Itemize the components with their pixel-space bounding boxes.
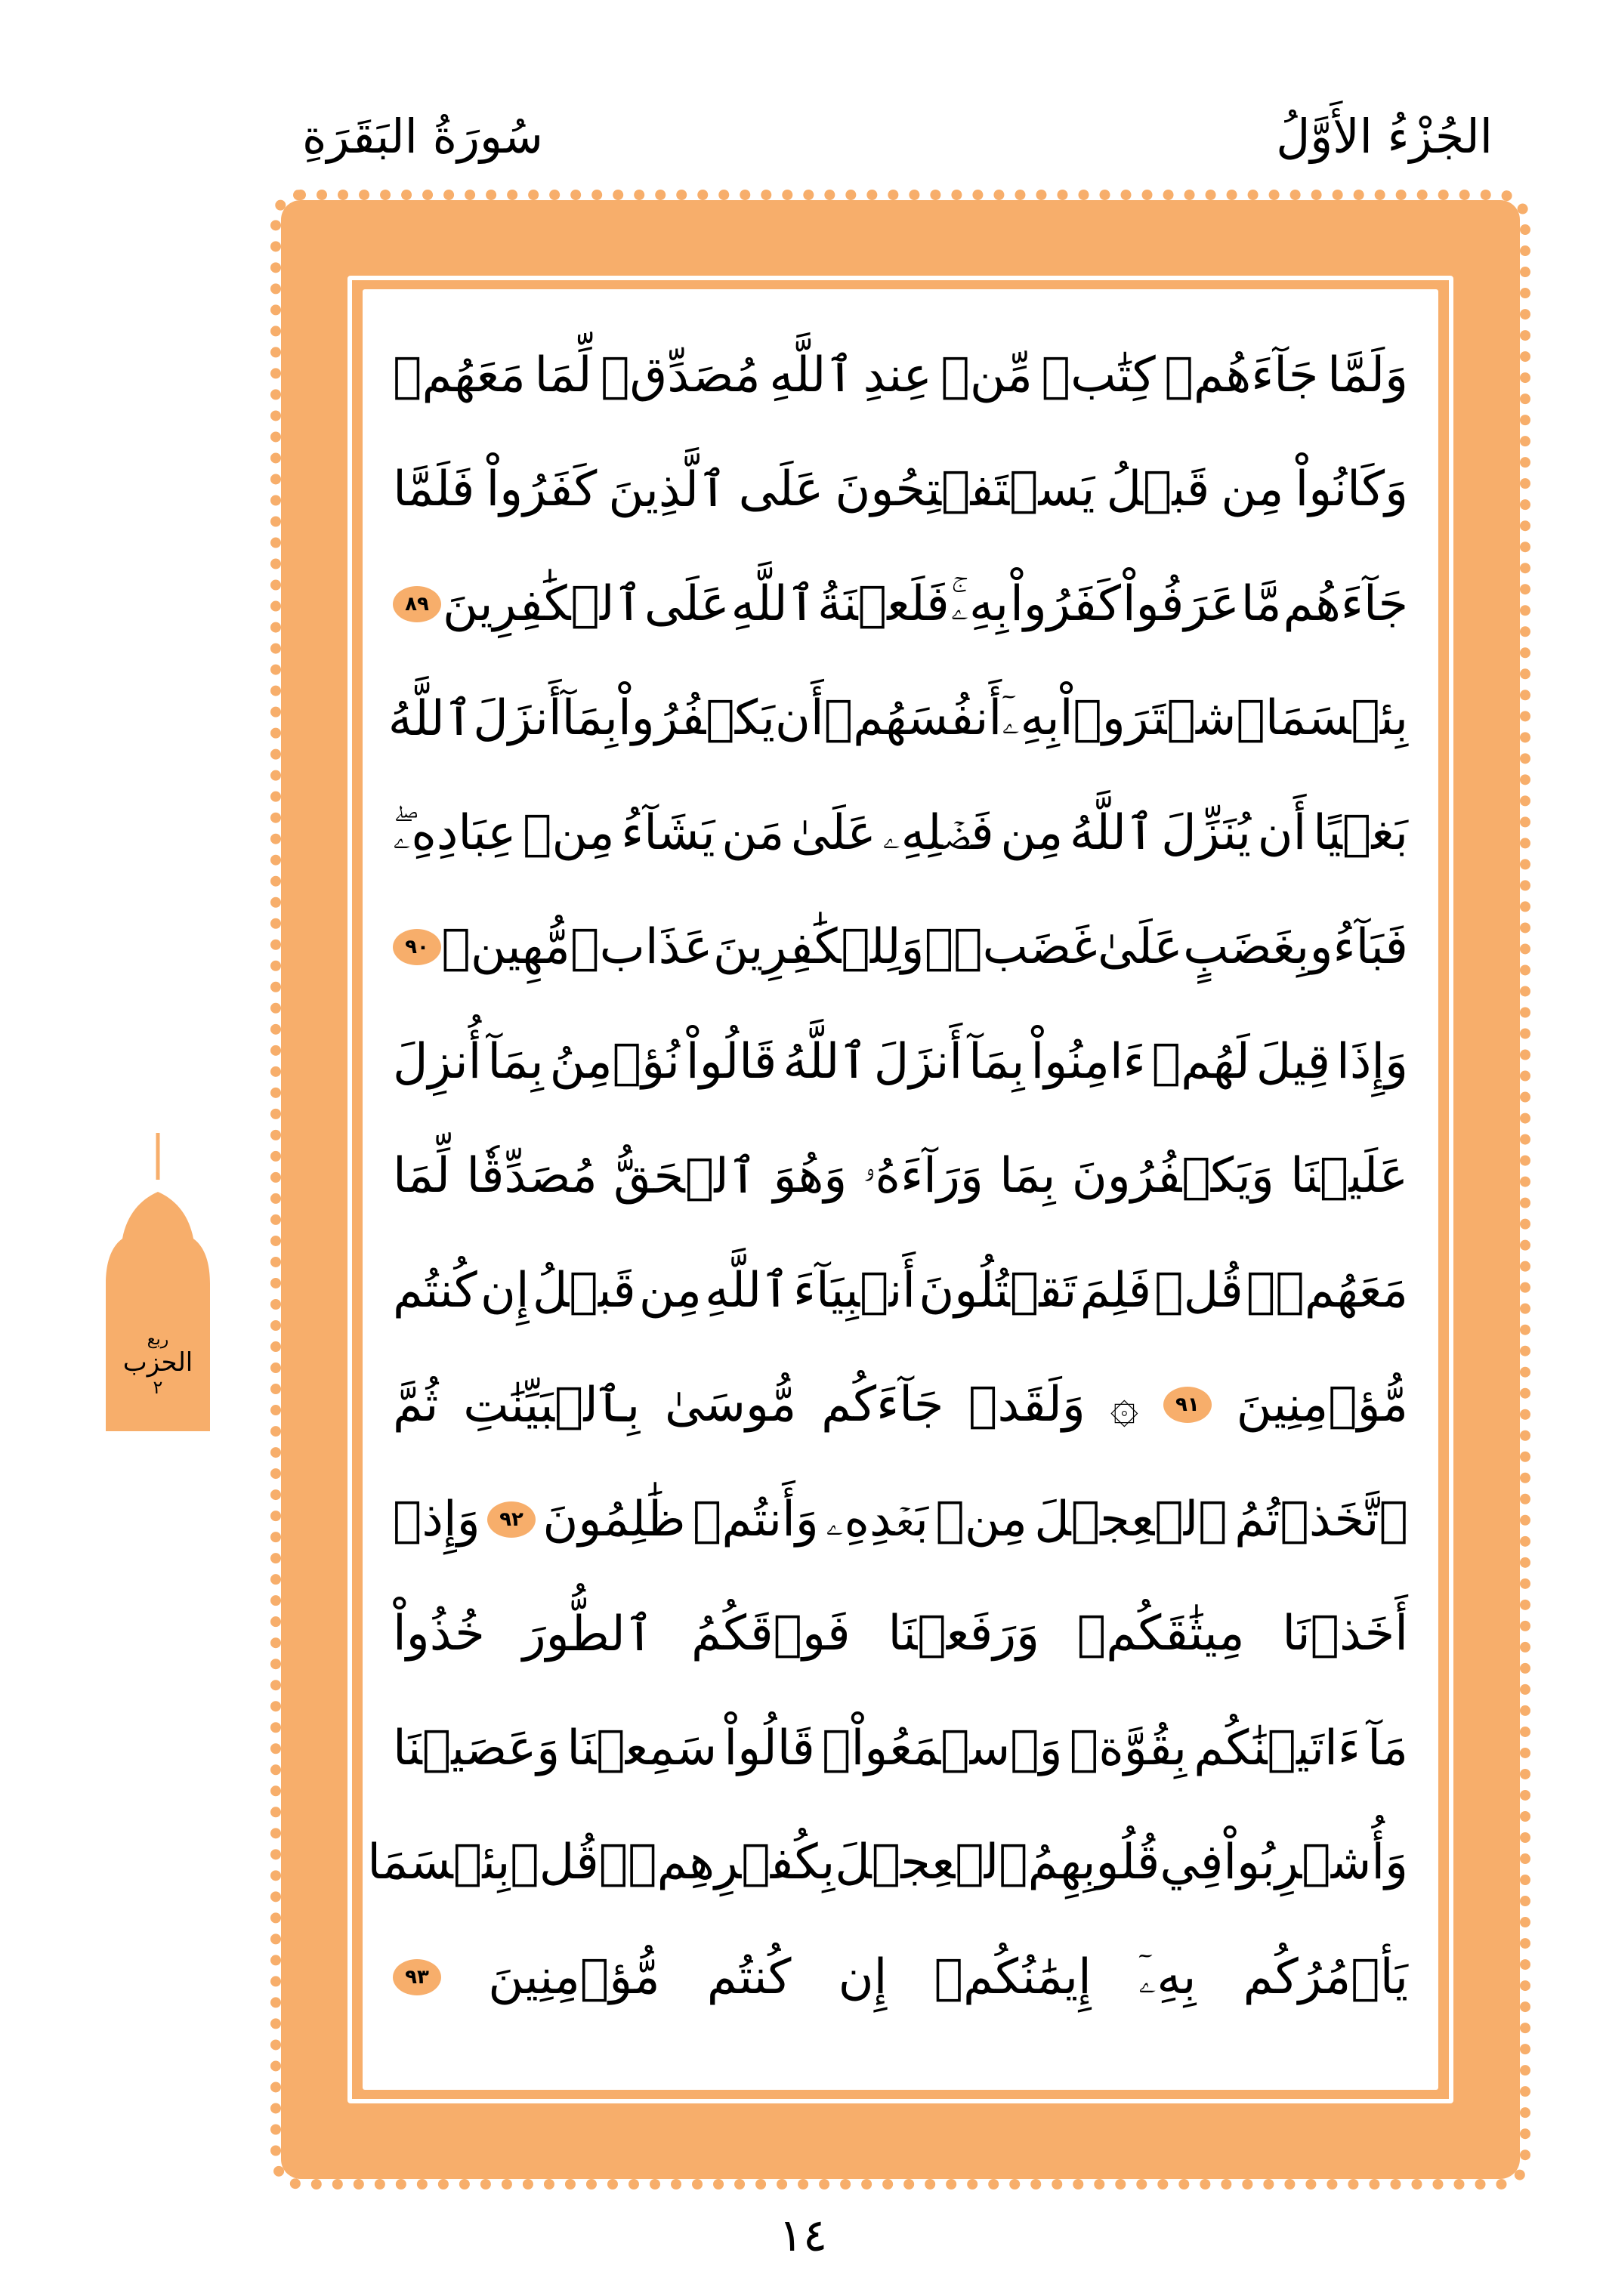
verse-word: بِهِۦٓ xyxy=(1002,690,1060,747)
verse-word: ٱشۡتَرَوۡاْ xyxy=(1059,690,1265,747)
verse-word: بِغَضَبٍ xyxy=(1183,919,1310,976)
verse-word: بِمَآ xyxy=(487,1033,544,1090)
verse-word: تَقۡتُلُونَ xyxy=(919,1262,1077,1319)
surah-title: سُورَةُ البَقَرَةِ xyxy=(302,109,543,164)
verse-word: ٱتَّخَذۡتُمُ xyxy=(1234,1491,1408,1548)
verse-word: أُنزِلَ xyxy=(393,1033,482,1090)
verse-word: ٱلطُّورَ xyxy=(522,1606,654,1662)
verse-word: لِّمَا xyxy=(393,1148,451,1205)
verse-line xyxy=(393,1348,1408,1463)
verse-word: وَعَصَيۡنَا xyxy=(393,1720,561,1776)
verse-word: مَّا xyxy=(1240,576,1282,632)
verse-word: بِٱلۡبَيِّنَٰتِ xyxy=(463,1377,641,1433)
verse-word: مُصَدِّقٞ xyxy=(601,347,761,403)
verse-word: ٱللَّهِ xyxy=(705,1263,790,1319)
verse-word: يَسۡتَفۡتِحُونَ xyxy=(835,461,1095,518)
verse-word: كُنتُم xyxy=(393,1262,477,1319)
verse-word: بِهِۦٓ xyxy=(1138,1949,1197,2005)
verse-word: لِّمَا xyxy=(534,347,592,403)
verse-word: بِئۡسَمَا xyxy=(367,1835,511,1891)
ayah-number-marker: ٩٢ xyxy=(487,1501,536,1538)
verse-word: عَرَفُواْ xyxy=(1122,576,1240,632)
verse-word: فَضۡلِهِۦ xyxy=(882,804,994,861)
verse-word: وَرَفَعۡنَا xyxy=(888,1606,1039,1662)
verse-word: عَلَى xyxy=(644,576,730,632)
page-ornament-frame xyxy=(281,200,1520,2179)
verse-word: وَيَكۡفُرُونَ xyxy=(1071,1148,1274,1205)
verse-word: قَبۡلُ xyxy=(532,1262,636,1319)
verse-line xyxy=(393,1119,1408,1234)
verse-word: بِمَآ xyxy=(968,1033,1025,1090)
verse-line xyxy=(393,890,1408,1005)
verse-line xyxy=(393,776,1408,890)
verse-word: ٱلۡحَقُّ xyxy=(613,1148,758,1205)
verse-line xyxy=(393,1004,1408,1119)
verse-word: كِتَٰبٞ xyxy=(1041,347,1156,403)
verse-word: جَآءَهُم xyxy=(1283,576,1408,632)
verse-line xyxy=(393,1233,1408,1348)
verse-word: مَآ xyxy=(1367,1720,1408,1776)
verse-word: أَنفُسَهُمۡ xyxy=(823,690,1002,747)
verse-word: مِن xyxy=(1000,804,1064,861)
verse-word: ٱللَّهِ xyxy=(769,347,854,404)
verse-word: مِنۡ xyxy=(523,804,615,861)
verse-word: وَلِلۡكَٰفِرِينَ xyxy=(712,919,925,976)
verse-word: فَوۡقَكُمُ xyxy=(691,1606,851,1662)
verse-word: مِن xyxy=(1221,461,1284,518)
hizb-rub-label: ربع xyxy=(147,1330,169,1349)
verse-word: مِن xyxy=(638,1262,702,1319)
verse-word: يَكۡفُرُواْ xyxy=(617,690,775,747)
verse-line xyxy=(393,1577,1408,1692)
verse-word: كَفَرُواْ xyxy=(1010,576,1121,632)
verse-line xyxy=(393,433,1408,548)
verse-word: ثُمَّ xyxy=(393,1377,439,1433)
ayah-number-marker: ٩١ xyxy=(1163,1387,1212,1423)
verse-word: بِمَآ xyxy=(561,690,618,747)
page-number: ١٤ xyxy=(778,2209,828,2262)
verse-word: يَأۡمُرُكُم xyxy=(1243,1949,1408,2005)
verse-word: مُّؤۡمِنِينَ xyxy=(1236,1377,1408,1433)
verse-line xyxy=(393,1462,1408,1577)
verse-word: أَن xyxy=(774,690,824,747)
verse-word: إِن xyxy=(838,1949,888,2005)
verse-word: إِن xyxy=(480,1262,530,1319)
verse-word: قُلۡ xyxy=(510,1835,599,1891)
verse-word: وَإِذَا xyxy=(1336,1033,1408,1090)
verse-lines xyxy=(367,318,1408,2035)
verse-word: بِئۡسَمَا xyxy=(1265,690,1408,747)
verse-word: جَآءَهُمۡ xyxy=(1164,347,1319,403)
verse-word: مَعَهُمۡۗ xyxy=(1246,1262,1408,1319)
verse-word: مِنۢ xyxy=(935,1491,1027,1548)
verse-word: قَبۡلُ xyxy=(1106,461,1210,518)
verse-line xyxy=(393,1691,1408,1806)
verse-word: أَنۢبِيَآءَ xyxy=(792,1262,916,1319)
verse-word: مَن xyxy=(721,804,785,861)
verse-word: وَأُشۡرِبُواْ xyxy=(1223,1835,1408,1891)
verse-word: وَلَقَدۡ xyxy=(968,1377,1086,1433)
verse-word: مُصَدِّقٗا xyxy=(466,1148,598,1205)
verse-word: مِيثَٰقَكُمۡ xyxy=(1076,1606,1245,1662)
verse-word: مَعَهُمۡ xyxy=(393,347,526,403)
hizb-quarter-marker xyxy=(106,1133,210,1431)
verse-word: ٱللَّهِ xyxy=(730,576,817,633)
verse-word: قُلُوبِهِمُ xyxy=(1027,1835,1160,1891)
verse-line xyxy=(367,1806,1408,1921)
verse-word: ءَاتَيۡنَٰكُم xyxy=(1194,1720,1360,1776)
verse-word: فِي xyxy=(1160,1835,1224,1891)
verse-word: وَهُوَ xyxy=(773,1148,848,1205)
ayah-number-marker: ٨٩ xyxy=(393,586,441,622)
verse-word: عَذَابٞ xyxy=(570,919,713,976)
verse-word: عِندِ xyxy=(863,347,932,403)
ayah-number-marker: ٩٠ xyxy=(393,929,441,965)
verse-word: فَلِمَ xyxy=(1079,1262,1152,1319)
verse-word: بَغۡيًا xyxy=(1313,804,1408,861)
ayah-number-marker: ٩٣ xyxy=(393,1959,441,1995)
verse-word: كَفَرُواْ xyxy=(486,461,598,518)
verse-line xyxy=(388,662,1408,776)
verse-word: عَلَيۡنَا xyxy=(1290,1148,1408,1205)
verse-word: بِكُفۡرِهِمۡۚ xyxy=(598,1835,835,1891)
verse-word: نُؤۡمِنُ xyxy=(549,1033,680,1090)
verse-word: إِيمَٰنُكُمۡ xyxy=(934,1949,1092,2005)
verse-word: وَكَانُواْ xyxy=(1295,461,1408,518)
text-panel xyxy=(363,289,1438,2090)
verse-word: ٱللَّهُ xyxy=(1069,805,1155,862)
verse-word: بِمَا xyxy=(999,1148,1056,1205)
verse-word: ۞ xyxy=(1110,1377,1139,1433)
verse-word: ٱللَّهُ xyxy=(783,1034,868,1091)
verse-word: عَلَى xyxy=(738,461,824,518)
verse-word: قِيلَ xyxy=(1255,1033,1331,1090)
verse-word: أَن xyxy=(1257,804,1307,861)
verse-word: جَآءَكُم xyxy=(821,1377,944,1433)
verse-word: غَضَبٖۚ xyxy=(924,919,1098,976)
verse-word: ظَٰلِمُونَ xyxy=(542,1491,686,1548)
hizb-label: الحزب xyxy=(122,1347,193,1378)
verse-word: وَأَنتُمۡ xyxy=(692,1491,819,1548)
verse-word: أَنزَلَ xyxy=(873,1033,963,1090)
verse-word: عَلَىٰ xyxy=(790,804,876,861)
verse-word: خُذُواْ xyxy=(393,1606,485,1662)
verse-word: أَخَذۡنَا xyxy=(1282,1606,1408,1662)
verse-line xyxy=(393,547,1408,662)
verse-word: ٱلۡعِجۡلَ xyxy=(835,1835,1028,1891)
verse-word: مُّؤۡمِنِينَ xyxy=(488,1949,660,2005)
juz-title: الجُزْءُ الأَوَّلُ xyxy=(1276,109,1493,164)
verse-word: ٱلۡعِجۡلَ xyxy=(1034,1491,1228,1548)
verse-word: أَنزَلَ xyxy=(473,690,562,747)
verse-word: قَالُواْ xyxy=(724,1720,815,1776)
verse-word: قُلۡ xyxy=(1154,1262,1243,1319)
verse-word: بَعۡدِهِۦ xyxy=(826,1491,929,1548)
hizb-number: ٢ xyxy=(153,1376,163,1398)
verse-word: يَشَآءُ xyxy=(621,804,715,861)
verse-word: مِّنۡ xyxy=(940,347,1033,403)
verse-word: فَلَمَّا xyxy=(393,461,475,518)
verse-word: ٱلۡكَٰفِرِينَ xyxy=(442,576,643,633)
verse-word: مُّهِينٞ xyxy=(441,919,570,976)
verse-word: عَلَىٰ xyxy=(1097,919,1183,976)
verse-word: قَالُواْ xyxy=(685,1033,777,1090)
verse-word: ٱلَّذِينَ xyxy=(608,461,727,518)
verse-word: وَٱسۡمَعُواْۖ xyxy=(822,1720,1063,1776)
verse-word: وَرَآءَهُۥ xyxy=(863,1148,984,1205)
verse-word: لَهُمۡ xyxy=(1151,1033,1250,1090)
verse-word: مُّوسَىٰ xyxy=(664,1377,797,1433)
verse-word: سَمِعۡنَا xyxy=(567,1720,718,1776)
verse-word: ٱللَّهُ xyxy=(388,690,474,747)
verse-word: يُنَزِّلَ xyxy=(1161,804,1252,861)
verse-line xyxy=(393,318,1408,433)
verse-word: عِبَادِهِۦۖ xyxy=(393,804,517,861)
verse-word: فَلَعۡنَةُ xyxy=(817,576,950,632)
verse-word: فَبَآءُو xyxy=(1309,919,1408,976)
verse-line xyxy=(393,1920,1408,2035)
verse-word: ءَامِنُواْ xyxy=(1030,1033,1146,1090)
verse-word: وَإِذۡ xyxy=(393,1491,480,1548)
verse-word: بِهِۦۚ xyxy=(950,576,1009,632)
verse-word: وَلَمَّا xyxy=(1327,347,1408,403)
verse-word: بِقُوَّةٖ xyxy=(1069,1720,1188,1776)
verse-word: كُنتُم xyxy=(706,1949,792,2005)
